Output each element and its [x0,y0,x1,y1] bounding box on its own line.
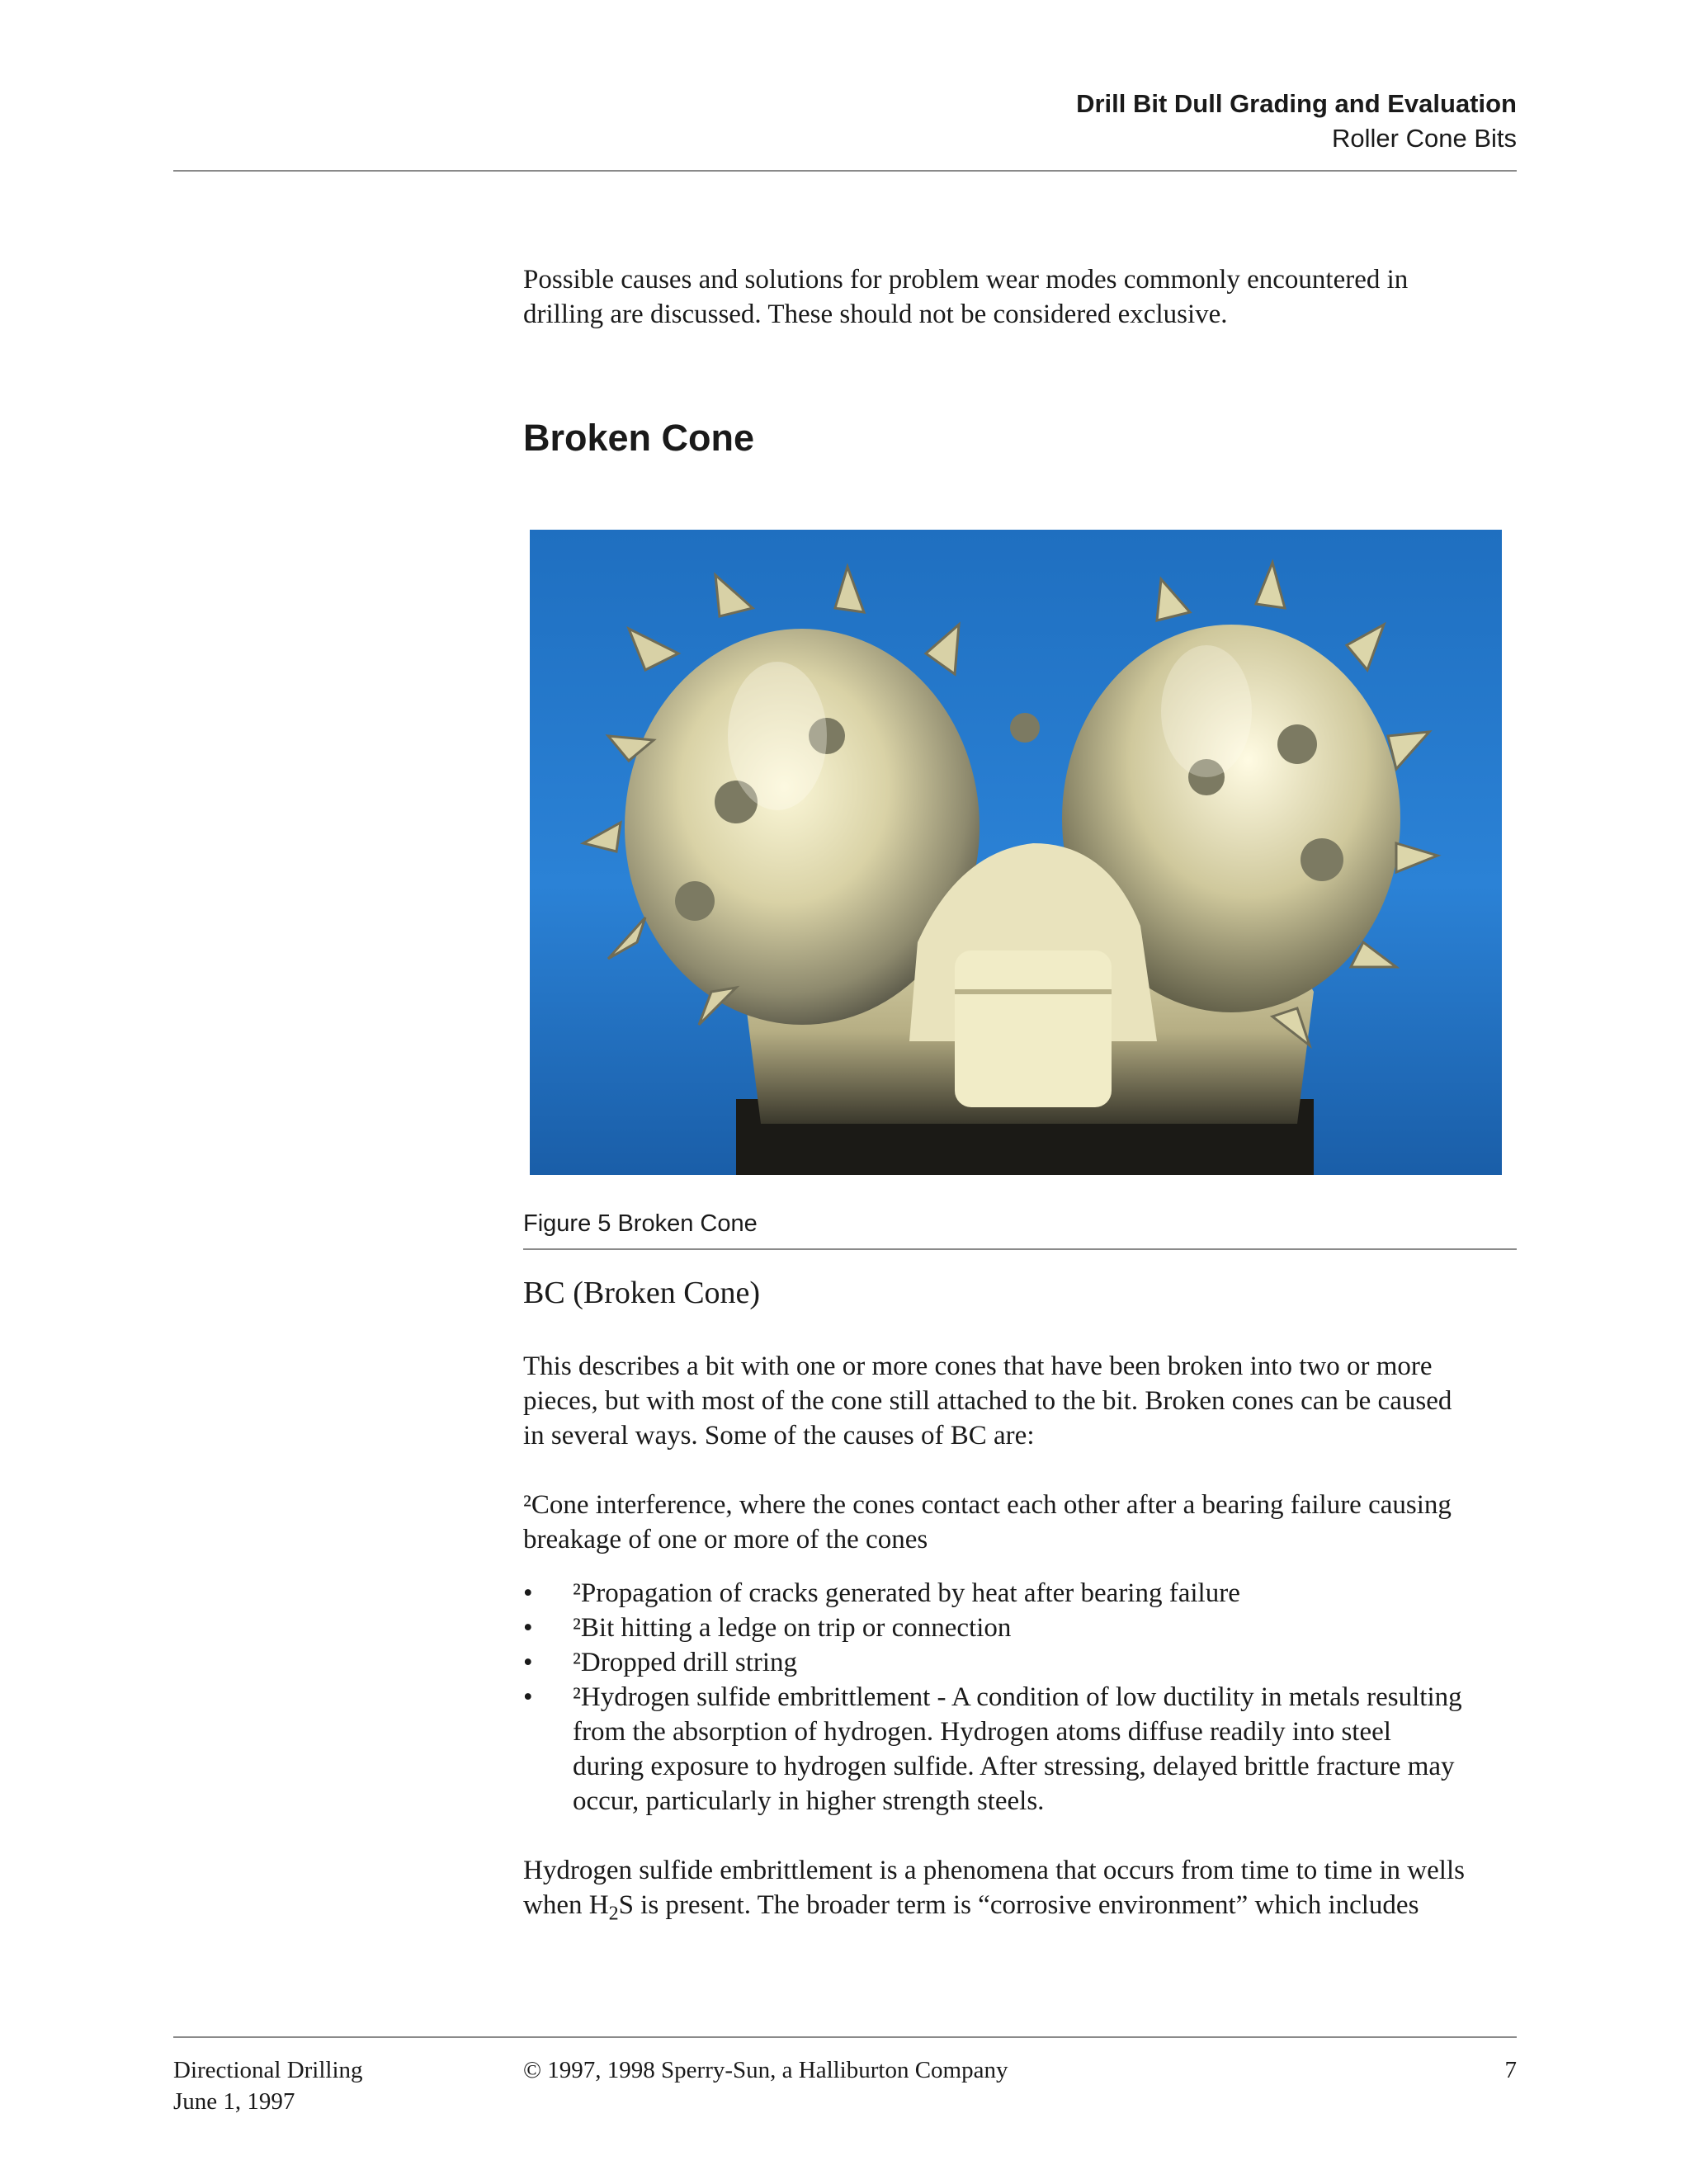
closing-line: Hydrogen sulfide embrittlement is a phenomena that occurs from time to time in wells [523,1856,1465,1885]
header-subtitle: Roller Cone Bits [1332,124,1517,153]
footer-copyright: © 1997, 1998 Sperry-Sun, a Halliburton Company [523,2057,1008,2083]
cause-text: ²Propagation of cracks generated by heat after bearing failure [573,1578,1240,1608]
footer-left [173,2054,363,2117]
figure-photo [530,530,1502,1175]
footer-rule [173,2036,1517,2038]
cause-line: ²Cone interference, where the cones contact each other after a bearing failure causing [523,1490,1452,1520]
intro-line: Possible causes and solutions for problem wear modes commonly encountered in [523,265,1409,295]
description-line: pieces, but with most of the cone still attached to the bit. Broken cones can be caused [523,1386,1452,1416]
cause-text: ²Hydrogen sulfide embrittlement - A condition of low ductility in metals resulting [573,1682,1462,1712]
intro-paragraph [523,262,1522,332]
intro-line: drilling are discussed. These should not be considered exclusive. [523,300,1228,329]
cause-text: during exposure to hydrogen sulfide. After stressing, delayed brittle fracture may [573,1752,1455,1781]
cause-list-item [523,1576,1522,1611]
subheading: BC (Broken Cone) [523,1276,761,1310]
caption-rule [523,1248,1517,1250]
bullet-icon: • [523,1613,533,1643]
closing-line [523,1888,1522,1932]
page-number: 7 [1504,2057,1517,2083]
footer-date: June 1, 1997 [173,2088,295,2115]
footer-doc-title: Directional Drilling [173,2057,363,2083]
closing-text: S is present. The broader term is “corrosive environment” which includes [618,1890,1419,1920]
cause-line: breakage of one or more of the cones [523,1525,928,1554]
cause-list-item [523,1611,1522,1645]
cause-text: ²Bit hitting a ledge on trip or connection [573,1613,1012,1643]
figure-caption: Figure 5 Broken Cone [523,1210,758,1237]
cause-text: occur, particularly in higher strength steels. [573,1786,1045,1816]
bullet-icon: • [523,1578,533,1608]
header-rule [173,170,1517,172]
cause-text: from the absorption of hydrogen. Hydrogen atoms diffuse readily into steel [573,1717,1391,1747]
bullet-icon: • [523,1648,533,1677]
closing-text: when H [523,1890,609,1920]
cause-paragraph [523,1488,1522,1557]
cause-text: ²Dropped drill string [573,1648,798,1677]
cause-list-item [523,1680,1522,1818]
description-line: in several ways. Some of the causes of BC are: [523,1421,1035,1450]
closing-paragraph [523,1853,1522,1932]
causes-list [523,1576,1522,1818]
roller-cone-bit-photo-icon [530,530,1502,1175]
cause-list-item [523,1645,1522,1680]
description-paragraph [523,1349,1522,1453]
section-title: Broken Cone [523,417,755,459]
header-title: Drill Bit Dull Grading and Evaluation [1076,89,1517,118]
bullet-icon: • [523,1682,533,1712]
description-line: This describes a bit with one or more cones that have been broken into two or more [523,1351,1433,1381]
subscript: 2 [608,1903,619,1925]
